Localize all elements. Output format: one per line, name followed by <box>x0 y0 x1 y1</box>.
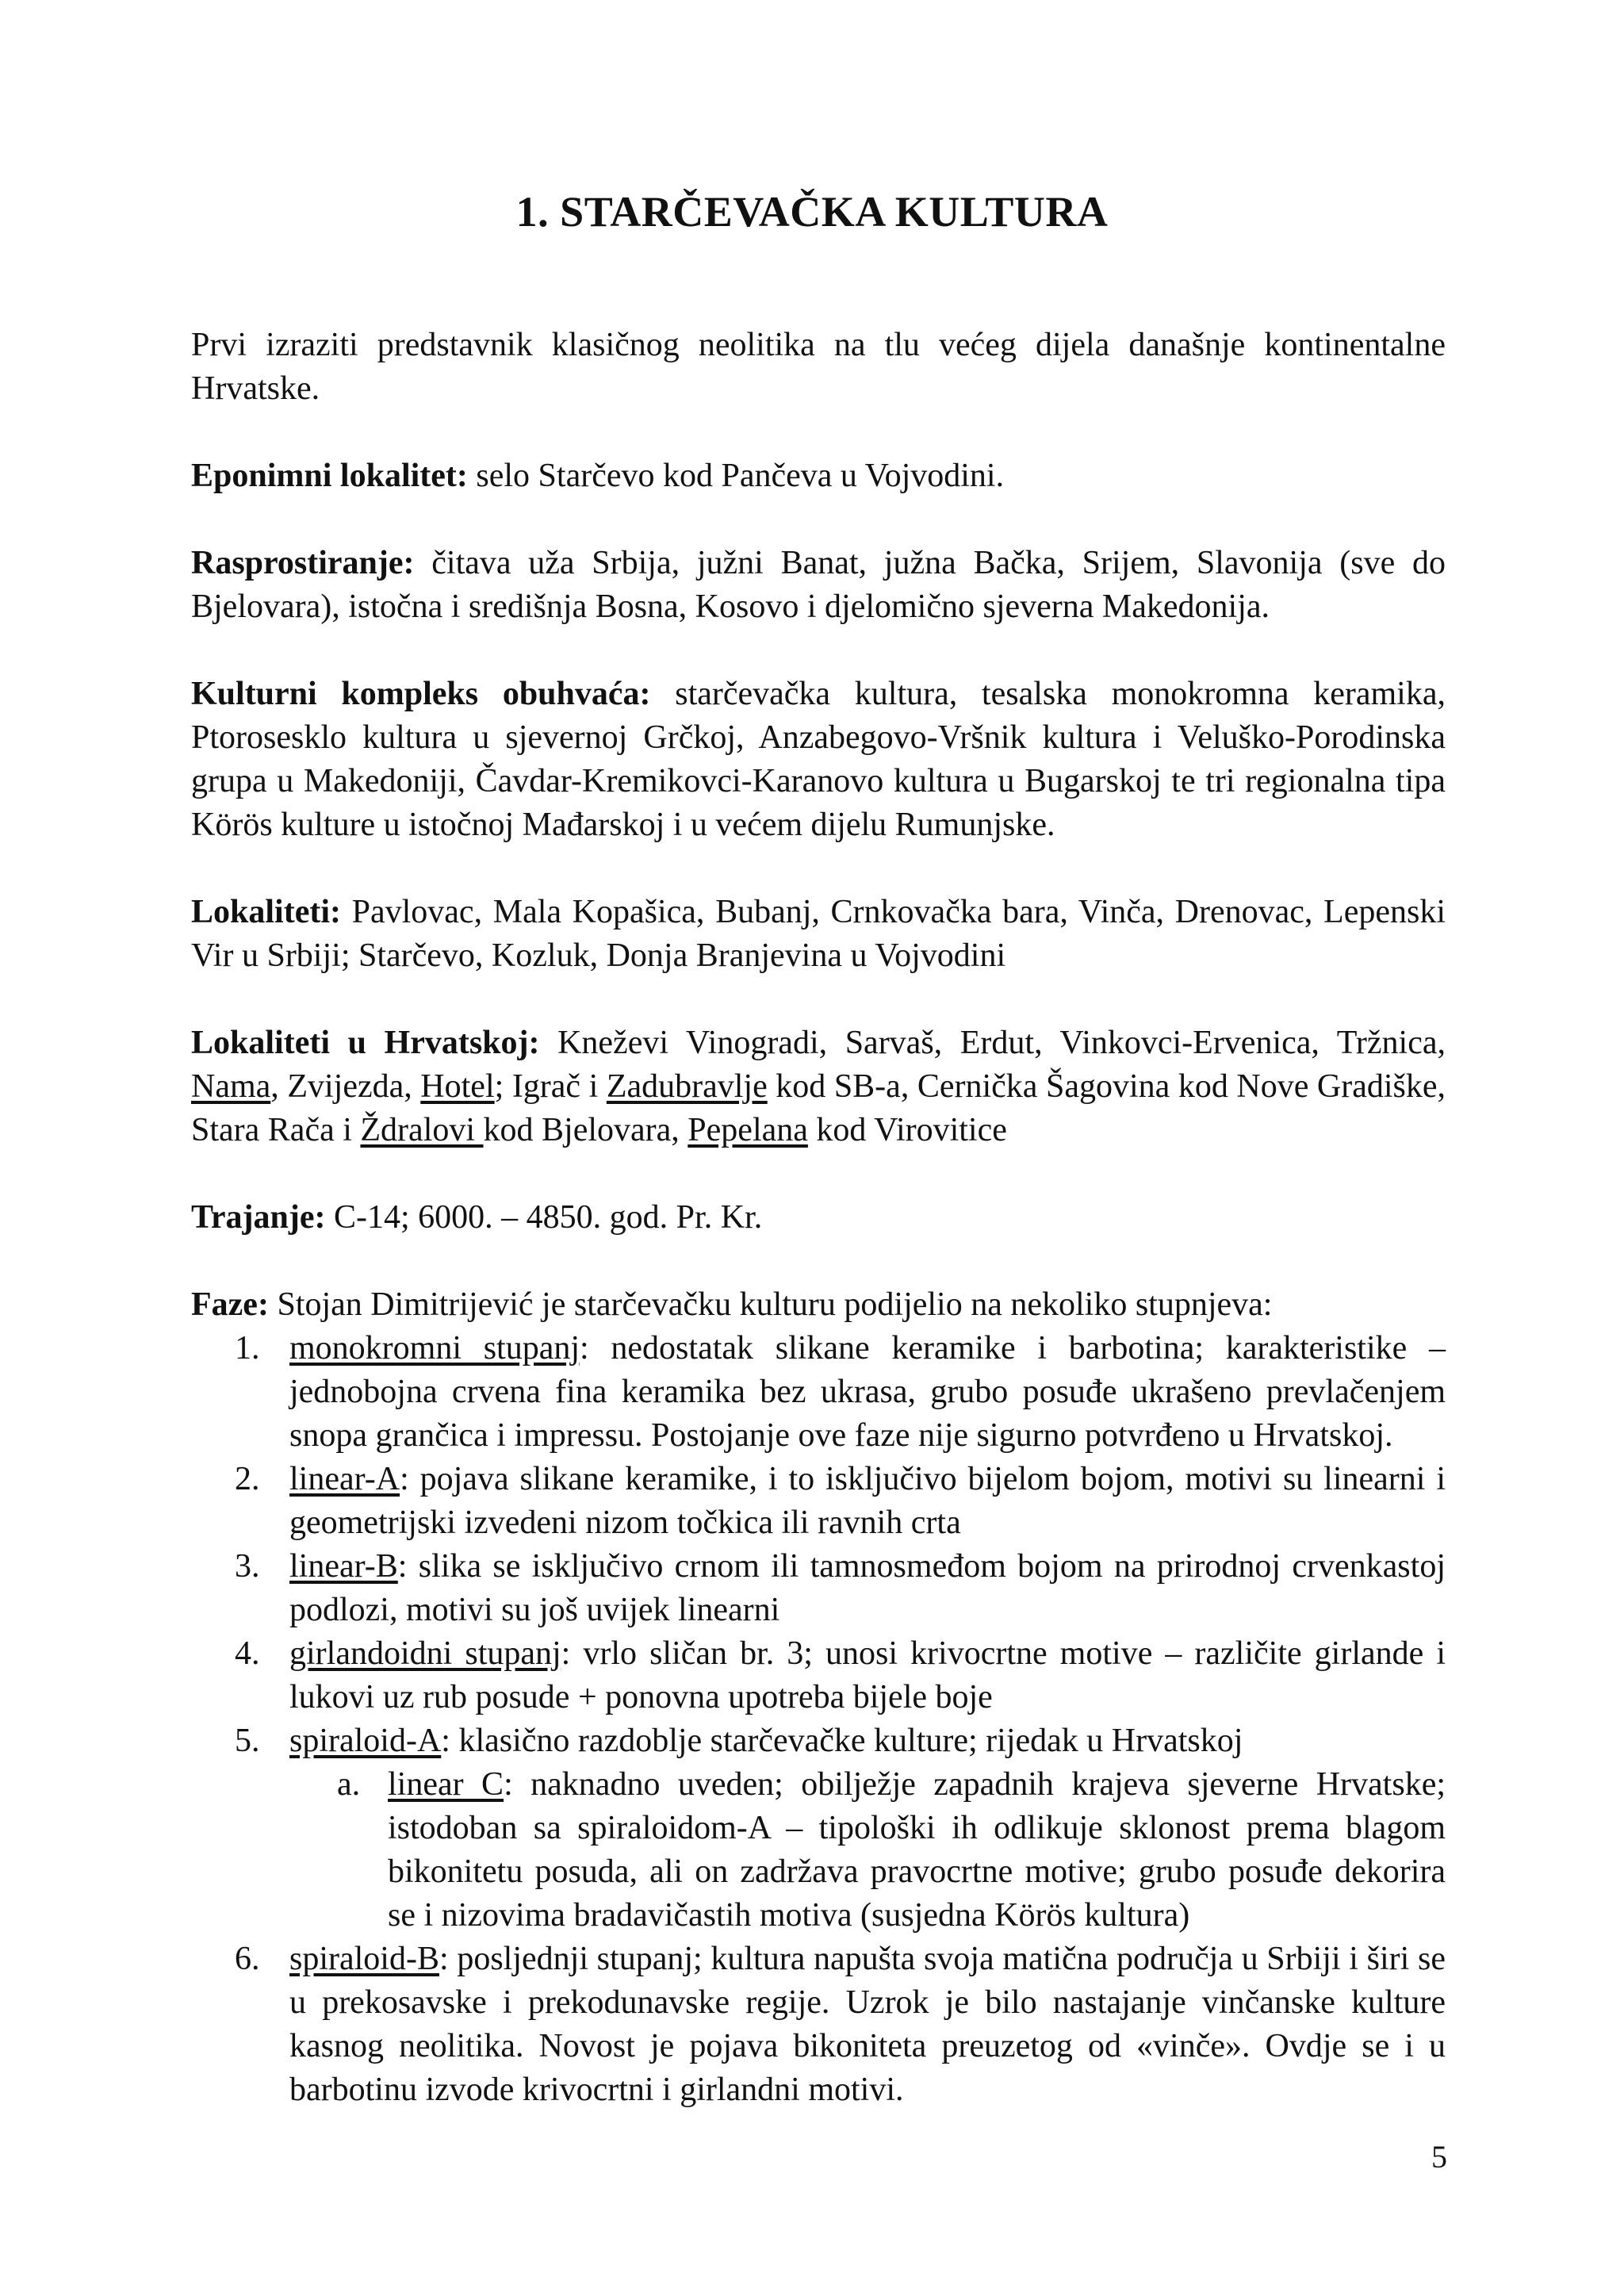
subphase-letter: a. <box>337 1766 361 1803</box>
phase-term: spiraloid-A <box>289 1723 442 1759</box>
phase-text: : posljednji stupanj; kultura napušta svoja matična područja u Srbiji i širi se u prekosavske i prekodunavske regije. Uzrok je bilo nastajanje vinčanske kulture kasnog neolitika. Novost je pojava bikoniteta preuzetog od «vinče». Ovdje se i u barbotinu izvode krivocrtni i girlandni motivi. <box>289 1941 1446 2108</box>
duration-label: Trajanje: <box>191 1199 326 1236</box>
phase-item <box>191 1938 1446 2112</box>
intro-paragraph: Prvi izraziti predstavnik klasičnog neolitika na tlu većeg dijela današnje kontinentalne Hrvatske. <box>191 327 1446 407</box>
phase-item <box>191 1545 1446 1632</box>
sites-croatia-paragraph <box>191 1022 1446 1152</box>
distribution-label: Rasprostiranje: <box>191 545 415 581</box>
duration-paragraph <box>191 1196 1446 1240</box>
eponym-paragraph <box>191 454 1446 498</box>
phase-term: spiraloid-B <box>289 1941 439 1977</box>
sites-croatia-text: , Zvijezda, <box>270 1068 421 1105</box>
sites-croatia-label: Lokaliteti u Hrvatskoj: <box>191 1025 540 1061</box>
sites-text: Pavlovac, Mala Kopašica, Bubanj, Crnkovačka bara, Vinča, Drenovac, Lepenski Vir u Srbiji; Starčevo, Kozluk, Donja Branjevina u Vojvodini <box>191 894 1446 974</box>
phase-text: : klasično razdoblje starčevačke kulture; rijedak u Hrvatskoj <box>441 1723 1243 1759</box>
phase-text: : nedostatak slikane keramike i barbotina; karakteristike – jednobojna crvena fina keramika bez ukrasa, grubo posuđe ukrašeno prevlačenjem snopa grančica i impressu. Postojanje ove faze nije sigurno potvrđeno u Hrvatskoj. <box>289 1330 1446 1454</box>
site-nama: Nama <box>191 1068 271 1105</box>
page-title: 1. STARČEVAČKA KULTURA <box>515 188 1109 236</box>
phase-text: : slika se isključivo crnom ili tamnosmeđom bojom na prirodnoj crvenkastoj podlozi, motivi su još uvijek linearni <box>289 1548 1446 1628</box>
phase-number: 4. <box>235 1635 260 1672</box>
eponym-label: Eponimni lokalitet: <box>191 458 468 494</box>
subphase-list <box>289 1763 1446 1938</box>
sites-croatia-text: Kneževi Vinogradi, Sarvaš, Erdut, Vinkovci-Ervenica, Tržnica, <box>539 1025 1446 1061</box>
complex-text: starčevačka kultura, tesalska monokromna keramika, Ptorosesklo kultura u sjevernoj Grčkoj, Anzabegovo-Vršnik kultura i Veluško-Porodinska grupa u Makedoniji, Čavdar-Kremikovci-Karanovo kultura u Bugarskoj te tri regionalna tipa Körös kulture u istočnoj Mađarskoj i u većem dijelu Rumunjske. <box>191 676 1446 843</box>
phase-text: : pojava slikane keramike, i to isključivo bijelom bojom, motivi su linearni i geometrijski izvedeni nizom točkica ili ravnih crta <box>289 1461 1446 1541</box>
phase-number: 2. <box>235 1461 260 1497</box>
phase-term: linear-B <box>289 1548 398 1585</box>
site-pepelana: Pepelana <box>688 1112 808 1148</box>
phases-paragraph <box>191 1283 1446 1327</box>
phases-label: Faze: <box>191 1286 269 1323</box>
sites-croatia-text: kod Bjelovara, <box>483 1112 688 1148</box>
sites-croatia-text: ; Igrač i <box>494 1068 607 1105</box>
page-body <box>191 324 1446 2112</box>
phase-term: girlandoidni stupanj <box>289 1635 561 1672</box>
site-zadubravlje: Zadubravlje <box>606 1068 768 1105</box>
phase-text: : vrlo sličan br. 3; unosi krivocrtne motive – različite girlande i lukovi uz rub posude + ponovna upotreba bijele boje <box>289 1635 1446 1715</box>
complex-paragraph <box>191 673 1446 847</box>
phase-number: 5. <box>235 1723 260 1759</box>
phase-item <box>191 1458 1446 1545</box>
eponym-text: selo Starčevo kod Pančeva u Vojvodini. <box>467 458 1005 494</box>
phase-number: 6. <box>235 1941 260 1977</box>
distribution-text: čitava uža Srbija, južni Banat, južna Bačka, Srijem, Slavonija (sve do Bjelovara), istočna i središnja Bosna, Kosovo i djelomično sjeverna Makedonija. <box>191 545 1446 625</box>
site-hotel: Hotel <box>420 1068 495 1105</box>
sites-croatia-text: kod Virovitice <box>807 1112 1007 1148</box>
complex-label: Kulturni kompleks obuhvaća: <box>191 676 651 712</box>
subphase-text: : naknadno uveden; obilježje zapadnih krajeva sjeverne Hrvatske; istodoban sa spiraloidom-A – tipološki ih odlikuje sklonost prema blagom bikonitetu posuda, ali on zadržava pravocrtne motive; grubo posuđe dekorira se i nizovima bradavičastih motiva (susjedna Körös kultura) <box>388 1766 1446 1934</box>
phase-term: monokromni stupanj <box>289 1330 580 1366</box>
phase-number: 3. <box>235 1548 260 1585</box>
sites-paragraph <box>191 891 1446 978</box>
phase-term: linear-A <box>289 1461 400 1497</box>
site-zdralovi: Ždralovi <box>360 1112 484 1148</box>
duration-text: C-14; 6000. – 4850. god. Pr. Kr. <box>325 1199 763 1236</box>
phase-number: 1. <box>235 1330 260 1366</box>
subphase-term: linear C <box>388 1766 504 1803</box>
phase-item <box>191 1327 1446 1458</box>
subphase-item <box>289 1763 1446 1938</box>
sites-croatia-text: kod SB-a, Cernička Šagovina kod Nove Gradiške, Stara Rača i <box>191 1068 1446 1148</box>
distribution-paragraph <box>191 542 1446 629</box>
sites-label: Lokaliteti: <box>191 894 341 930</box>
phases-list <box>191 1327 1446 2112</box>
phase-item <box>191 1719 1446 1938</box>
phase-item <box>191 1632 1446 1719</box>
page-number: 5 <box>1431 2139 1447 2175</box>
phases-text: Stojan Dimitrijević je starčevačku kulturu podijelio na nekoliko stupnjeva: <box>268 1286 1273 1323</box>
